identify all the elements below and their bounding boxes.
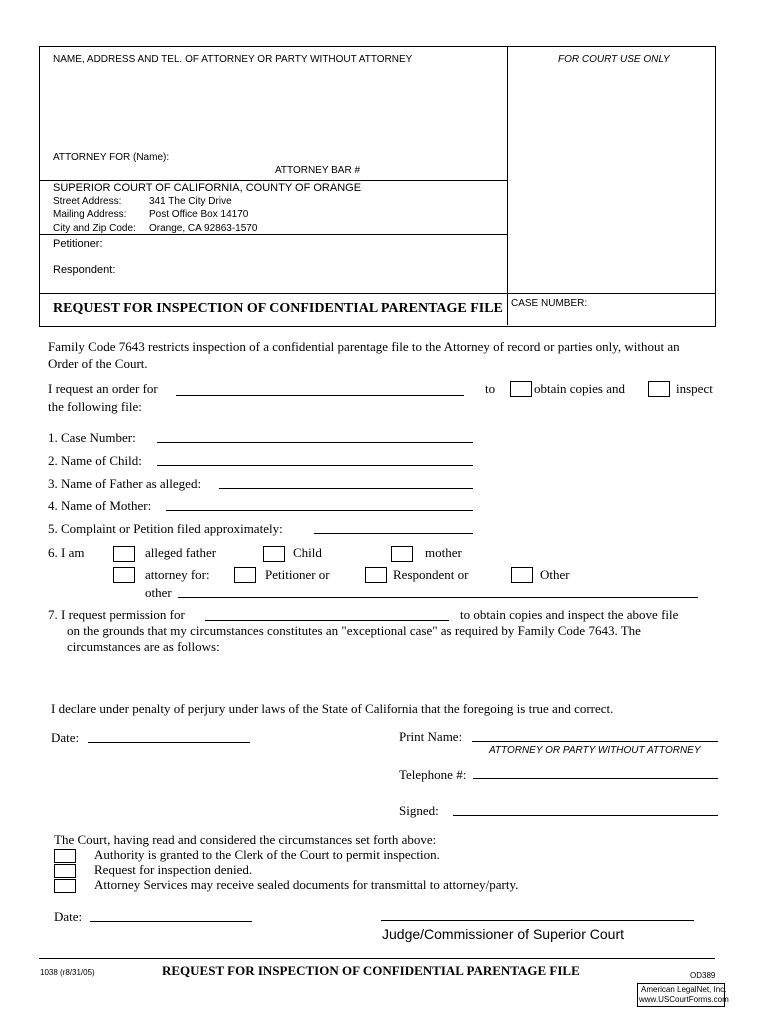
grounds-text: on the grounds that my circumstances constitutes an "exceptional case" as required by Family Code 7643. The [67,623,641,638]
attorney-caption: ATTORNEY OR PARTY WITHOUT ATTORNEY [489,745,701,756]
order-for-line[interactable] [176,395,464,396]
judge-caption: Judge/Commissioner of Superior Court [382,926,624,942]
court-section-divider [39,234,508,235]
authority-granted-checkbox[interactable] [54,849,76,863]
signed-label: Signed: [399,803,439,818]
street-address-value: 341 The City Drive [149,196,232,207]
other-line[interactable] [178,597,698,598]
inspect-label: inspect [676,381,713,396]
mother-name-line[interactable] [166,510,473,511]
attorney-services-label: Attorney Services may receive sealed documents for transmittal to attorney/party. [94,877,519,892]
court-order-intro: The Court, having read and considered the circumstances set forth above: [54,832,437,847]
intro-paragraph: Family Code 7643 restricts inspection of a confidential parentage file to the Attorney of record or parties only, without an Order of the Court. [48,339,680,371]
obtain-copies-checkbox[interactable] [510,381,532,397]
case-number-label[interactable]: CASE NUMBER: [511,298,588,309]
i-am-item: 6. I am [48,545,85,560]
mailing-address-value: Post Office Box 14170 [149,209,249,220]
following-file-label: the following file: [48,399,142,414]
judge-signature-line[interactable] [381,920,694,921]
city-zip-value: Orange, CA 92863-1570 [149,223,258,234]
street-address-label: Street Address: [53,196,122,207]
child-label: Child [293,545,322,560]
declaration-date-line[interactable] [88,742,250,743]
telephone-label: Telephone #: [399,767,467,782]
inspect-checkbox[interactable] [648,381,670,397]
declaration-date-label: Date: [51,730,80,745]
signature-line[interactable] [453,815,718,816]
complaint-item: 5. Complaint or Petition filed approximately: [48,521,283,536]
alleged-father-label: alleged father [145,545,217,560]
case-number-line[interactable] [157,442,473,443]
obtain-copies-label: obtain copies and [534,381,625,396]
attorney-for-checkbox[interactable] [113,567,135,583]
footer-title: REQUEST FOR INSPECTION OF CONFIDENTIAL PARENTAGE FILE [162,963,580,978]
attorney-name-label: NAME, ADDRESS AND TEL. OF ATTORNEY OR PARTY WITHOUT ATTORNEY [53,54,413,65]
print-name-line[interactable] [472,741,718,742]
attorney-for-option-label: attorney for: [145,567,210,582]
title-row-divider [39,293,715,294]
other-option-label: Other [540,567,570,582]
other-option-checkbox[interactable] [511,567,533,583]
request-denied-checkbox[interactable] [54,864,76,878]
publisher-line-1: American LegalNet, Inc. [641,985,727,994]
court-use-label: FOR COURT USE ONLY [558,54,670,65]
telephone-line[interactable] [473,778,718,779]
mailing-address-label: Mailing Address: [53,209,127,220]
mother-label: mother [425,545,462,560]
alleged-father-checkbox[interactable] [113,546,135,562]
to-label: to [485,381,496,396]
respondent-label[interactable]: Respondent: [53,264,116,276]
print-name-label: Print Name: [399,729,463,744]
footer-rule [39,958,715,959]
petitioner-option-label: Petitioner or [265,567,330,582]
permission-line[interactable] [205,620,449,621]
mother-name-item: 4. Name of Mother: [48,498,152,513]
child-checkbox[interactable] [263,546,285,562]
authority-granted-label: Authority is granted to the Clerk of the Court to permit inspection. [94,847,440,862]
mother-checkbox[interactable] [391,546,413,562]
permission-item: 7. I request permission for [48,607,185,622]
declaration-text: I declare under penalty of perjury under laws of the State of California that the foregoing is true and correct. [51,701,614,716]
attorney-for-label[interactable]: ATTORNEY FOR (Name): [53,152,170,163]
caption-divider [507,46,508,325]
order-for-label: I request an order for [48,381,158,396]
father-name-line[interactable] [219,488,473,489]
order-date-label: Date: [54,909,83,924]
attorney-bar-label[interactable]: ATTORNEY BAR # [275,165,361,176]
respondent-option-label: Respondent or [393,567,469,582]
city-zip-label: City and Zip Code: [53,223,136,234]
circumstances-text: circumstances are as follows: [67,639,220,654]
form-number: 1038 (r8/31/05) [40,968,95,977]
respondent-checkbox[interactable] [365,567,387,583]
footer-code: OD389 [690,971,716,980]
petitioner-checkbox[interactable] [234,567,256,583]
complaint-line[interactable] [314,533,473,534]
child-name-line[interactable] [157,465,473,466]
request-denied-label: Request for inspection denied. [94,862,253,877]
father-name-item: 3. Name of Father as alleged: [48,476,202,491]
order-date-line[interactable] [90,921,252,922]
attorney-services-checkbox[interactable] [54,879,76,893]
attorney-section-divider [39,180,508,181]
court-name: SUPERIOR COURT OF CALIFORNIA, COUNTY OF ORANGE [53,182,362,194]
petitioner-label[interactable]: Petitioner: [53,238,103,250]
publisher-line-2: www.USCourtForms.com [639,995,729,1004]
permission-tail: to obtain copies and inspect the above file [460,607,679,622]
child-name-item: 2. Name of Child: [48,453,142,468]
other-line-label: other [145,585,172,600]
form-title: REQUEST FOR INSPECTION OF CONFIDENTIAL PARENTAGE FILE [53,301,503,316]
case-number-item: 1. Case Number: [48,430,136,445]
